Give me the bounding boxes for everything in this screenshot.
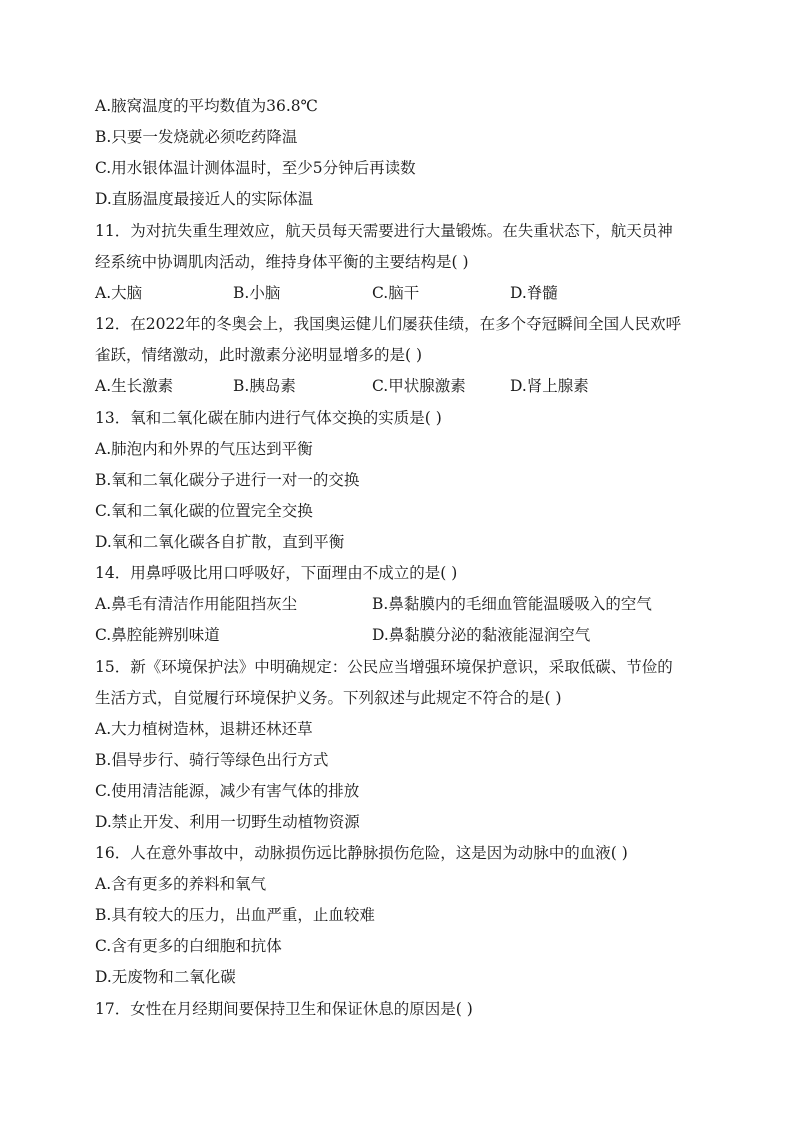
q11-option-b: B.小脑 <box>233 284 281 302</box>
q16-option-c: C.含有更多的白细胞和抗体 <box>95 937 282 955</box>
q16-option-d: D.无废物和二氧化碳 <box>95 968 236 986</box>
q11-option-c: C.脑干 <box>372 284 420 302</box>
q12-stem-line1: 12．在2022年的冬奥会上，我国奥运健儿们屡获佳绩，在多个夺冠瞬间全国人民欢呼 <box>95 315 682 333</box>
q12-option-c: C.甲状腺激素 <box>372 377 466 395</box>
q12-option-a: A.生长激素 <box>95 377 174 395</box>
q12-option-b: B.胰岛素 <box>233 377 296 395</box>
q15-stem-line1: 15．新《环境保护法》中明确规定：公民应当增强环境保护意识，采取低碳、节俭的 <box>95 658 673 676</box>
q14-option-c: C.鼻腔能辨别味道 <box>95 626 220 644</box>
q13-option-b: B.氧和二氧化碳分子进行一对一的交换 <box>95 471 360 489</box>
q11-option-d: D.脊髓 <box>510 284 558 302</box>
q15-option-b: B.倡导步行、骑行等绿色出行方式 <box>95 751 329 769</box>
q11-stem-line2: 经系统中协调肌肉活动，维持身体平衡的主要结构是( ) <box>95 253 469 271</box>
q16-stem: 16．人在意外事故中，动脉损伤远比静脉损伤危险，这是因为动脉中的血液( ) <box>95 844 628 862</box>
q15-stem-line2: 生活方式，自觉履行环境保护义务。下列叙述与此规定不符合的是( ) <box>95 689 562 707</box>
q11-stem-line1: 11．为对抗失重生理效应，航天员每天需要进行大量锻炼。在失重状态下，航天员神 <box>95 222 673 240</box>
q15-option-c: C.使用清洁能源，减少有害气体的排放 <box>95 782 360 800</box>
q16-option-b: B.具有较大的压力，出血严重，止血较难 <box>95 906 375 924</box>
q13-option-c: C.氧和二氧化碳的位置完全交换 <box>95 502 313 520</box>
q17-stem: 17．女性在月经期间要保持卫生和保证休息的原因是( ) <box>95 1000 473 1018</box>
q10-option-d: D.直肠温度最接近人的实际体温 <box>95 190 314 208</box>
q16-option-a: A.含有更多的养料和氧气 <box>95 875 267 893</box>
q14-option-d: D.鼻黏膜分泌的黏液能湿润空气 <box>372 626 591 644</box>
q13-option-d: D.氧和二氧化碳各自扩散，直到平衡 <box>95 533 345 551</box>
q13-stem: 13．氧和二氧化碳在肺内进行气体交换的实质是( ) <box>95 409 442 427</box>
q15-option-d: D.禁止开发、利用一切野生动植物资源 <box>95 813 360 831</box>
q11-option-a: A.大脑 <box>95 284 143 302</box>
q14-option-b: B.鼻黏膜内的毛细血管能温暖吸入的空气 <box>372 595 652 613</box>
q10-option-c: C.用水银体温计测体温时，至少5分钟后再读数 <box>95 159 416 177</box>
q14-option-a: A.鼻毛有清洁作用能阻挡灰尘 <box>95 595 298 613</box>
q13-option-a: A.肺泡内和外界的气压达到平衡 <box>95 440 313 458</box>
q15-option-a: A.大力植树造林，退耕还林还草 <box>95 720 313 738</box>
q10-option-a: A.腋窝温度的平均数值为36.8℃ <box>95 97 318 115</box>
q14-stem: 14．用鼻呼吸比用口呼吸好，下面理由不成立的是( ) <box>95 564 458 582</box>
q12-stem-line2: 雀跃，情绪激动，此时激素分泌明显增多的是( ) <box>95 346 423 364</box>
q10-option-b: B.只要一发烧就必须吃药降温 <box>95 128 298 146</box>
q12-option-d: D.肾上腺素 <box>510 377 589 395</box>
